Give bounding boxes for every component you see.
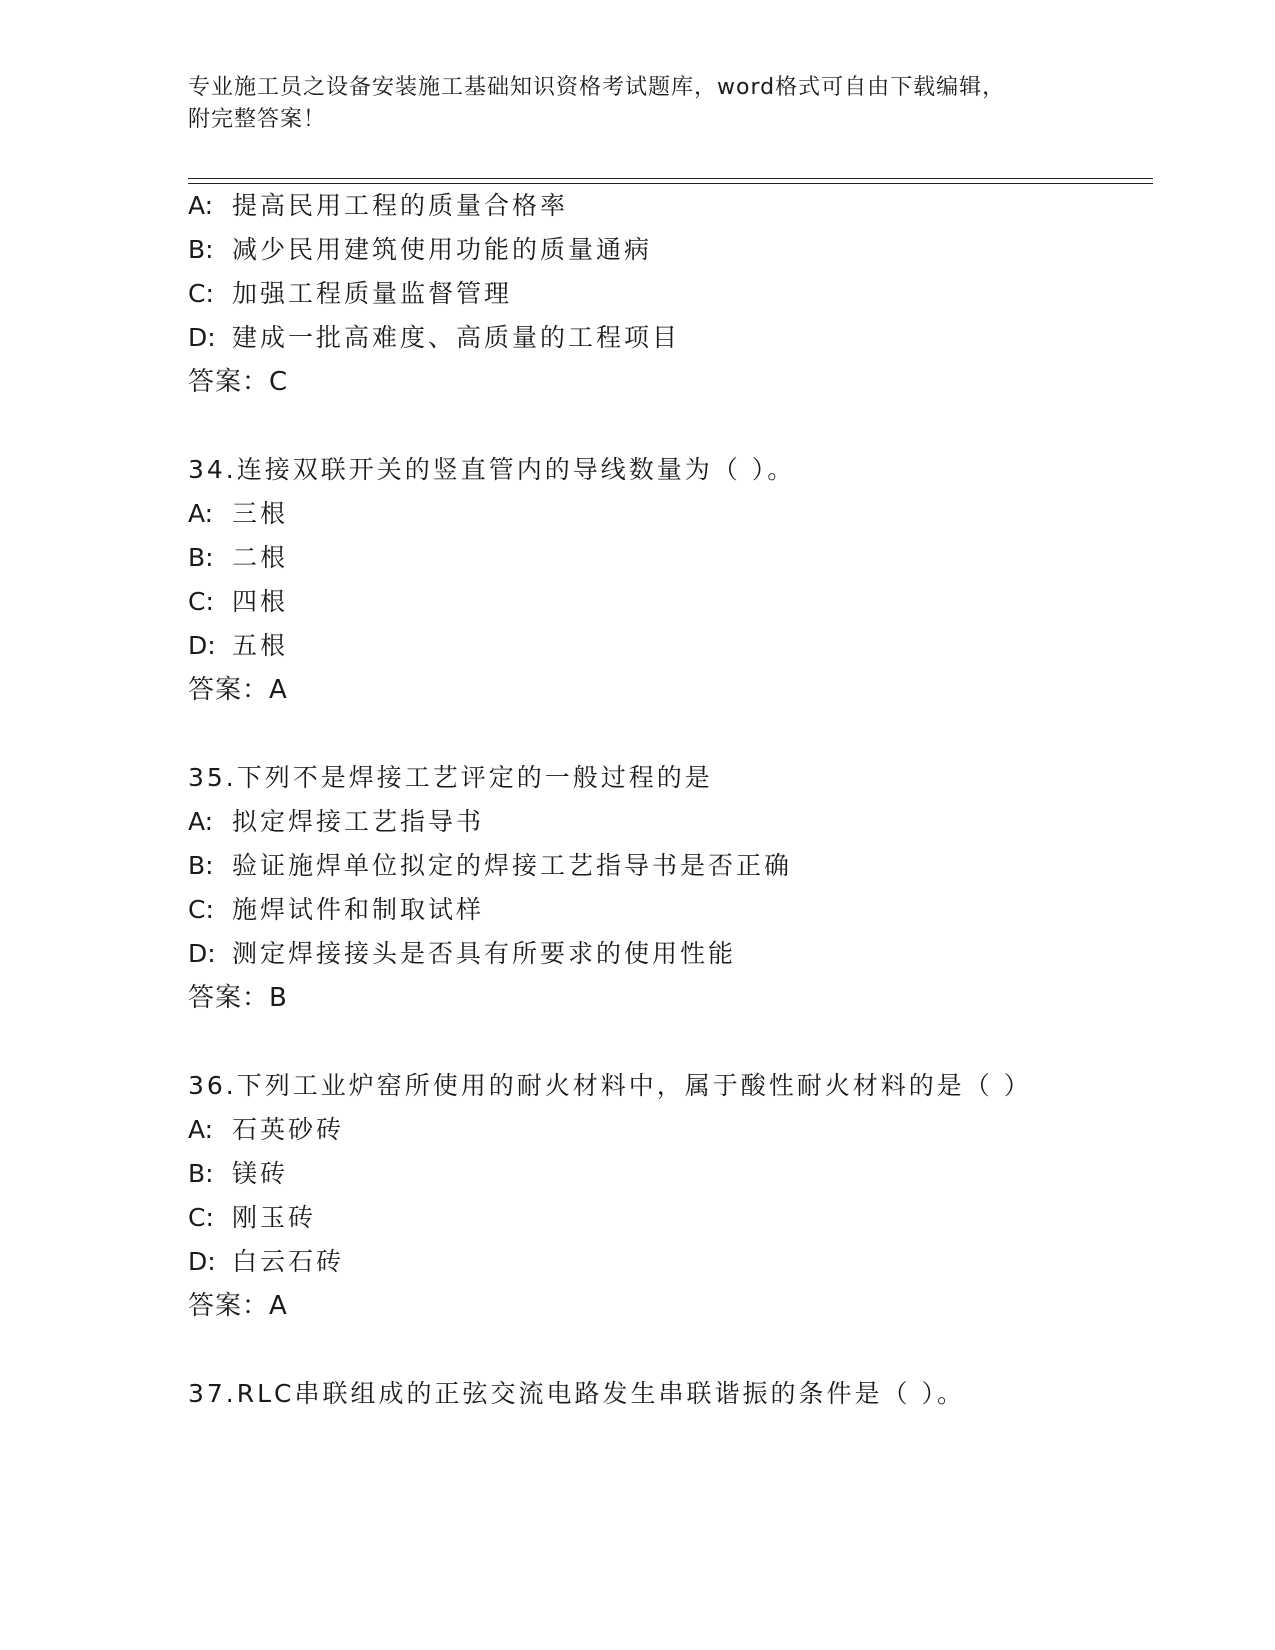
q36-option-a [188, 1114, 344, 1146]
q35-question: 35.下列不是焊接工艺评定的一般过程的是 [188, 763, 713, 792]
q33-option-c [188, 278, 512, 310]
option-label: C: [188, 279, 214, 308]
option-text: 提高民用工程的质量合格率 [232, 191, 569, 220]
option-text: 建成一批高难度、高质量的工程项目 [232, 323, 681, 352]
q34-option-c [188, 586, 288, 618]
option-label: C: [188, 1203, 214, 1232]
q33-option-b [188, 234, 652, 266]
option-label: B: [188, 235, 214, 264]
option-text: 五根 [232, 631, 289, 660]
q36-option-c [188, 1202, 316, 1234]
q35-option-d [188, 938, 736, 970]
q33-option-a [188, 190, 568, 222]
q34-question: 34.连接双联开关的竖直管内的导线数量为（ ）。 [188, 455, 796, 484]
q34-option-a [188, 498, 288, 530]
option-text: 测定焊接接头是否具有所要求的使用性能 [232, 939, 737, 968]
option-text: 验证施焊单位拟定的焊接工艺指导书是否正确 [232, 851, 793, 880]
option-label: A: [188, 191, 214, 220]
option-text: 加强工程质量监督管理 [232, 279, 513, 308]
option-text: 拟定焊接工艺指导书 [232, 807, 485, 836]
option-label: B: [188, 1159, 214, 1188]
option-label: A: [188, 807, 214, 836]
document-header [188, 72, 1088, 136]
option-text: 石英砂砖 [232, 1115, 345, 1144]
option-label: D: [188, 631, 216, 660]
q33-answer: 答案：C [188, 367, 289, 397]
q35-option-c [188, 894, 484, 926]
option-label: D: [188, 939, 216, 968]
q34-option-b [188, 542, 288, 574]
q33-option-d [188, 322, 680, 354]
option-label: A: [188, 499, 214, 528]
option-label: C: [188, 587, 214, 616]
header-divider-top [188, 178, 1153, 179]
q35-option-b [188, 850, 792, 882]
header-line-1: 专业施工员之设备安装施工基础知识资格考试题库，word格式可自由下载编辑， [188, 75, 1006, 100]
header-line-2: 附完整答案！ [188, 107, 327, 132]
q34-option-d [188, 630, 288, 662]
option-label: B: [188, 543, 214, 572]
q36-option-b [188, 1158, 288, 1190]
option-label: D: [188, 1247, 216, 1276]
option-text: 白云石砖 [232, 1247, 345, 1276]
option-text: 刚玉砖 [232, 1203, 317, 1232]
option-text: 减少民用建筑使用功能的质量通病 [232, 235, 653, 264]
option-label: C: [188, 895, 214, 924]
option-text: 施焊试件和制取试样 [232, 895, 485, 924]
q36-option-d [188, 1246, 344, 1278]
q36-answer: 答案：A [188, 1291, 288, 1321]
option-label: A: [188, 1115, 214, 1144]
q35-answer: 答案：B [188, 983, 288, 1013]
header-divider-bottom [188, 183, 1153, 184]
q35-option-a [188, 806, 484, 838]
option-label: D: [188, 323, 216, 352]
q37-question: 37.RLC串联组成的正弦交流电路发生串联谐振的条件是（ ）。 [188, 1379, 965, 1408]
option-text: 镁砖 [232, 1159, 289, 1188]
option-text: 二根 [232, 543, 289, 572]
option-text: 三根 [232, 499, 289, 528]
option-text: 四根 [232, 587, 289, 616]
q36-question: 36.下列工业炉窑所使用的耐火材料中，属于酸性耐火材料的是（ ） [188, 1071, 1032, 1100]
option-label: B: [188, 851, 214, 880]
q34-answer: 答案：A [188, 675, 288, 705]
